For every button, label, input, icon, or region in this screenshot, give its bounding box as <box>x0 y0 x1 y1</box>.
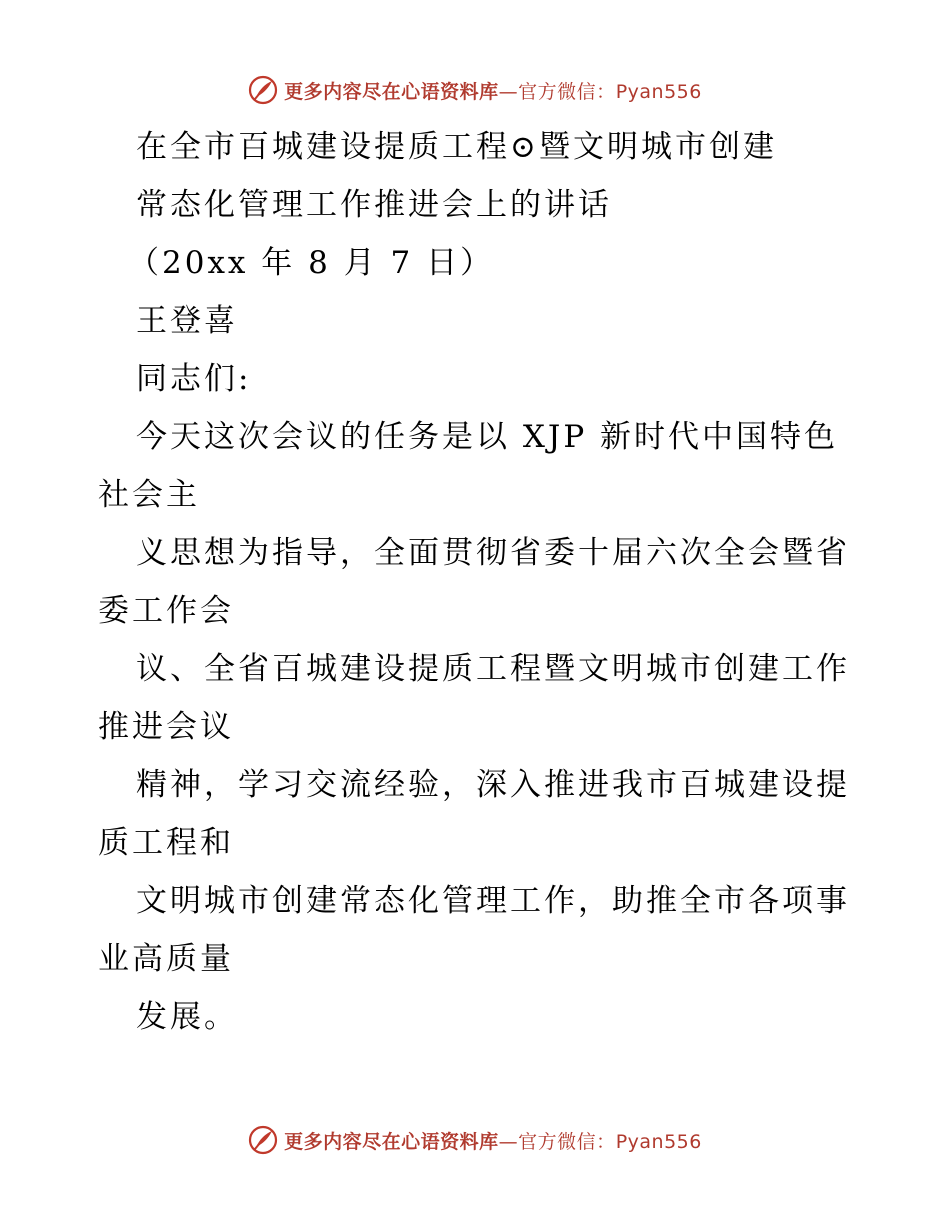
footer-banner <box>0 1122 950 1158</box>
salutation: 同志们: <box>136 361 252 397</box>
speech-paragraph <box>0 408 950 1046</box>
body-line: 精神，学习交流经验，深入推进我市百城建设提 <box>136 767 850 803</box>
banner-dash: — <box>498 1130 519 1153</box>
body-line: 质工程和 <box>98 825 234 861</box>
title-line-2: 常态化管理工作推进会上的讲话 <box>136 187 612 223</box>
banner-sub-text: 官方微信： <box>518 80 616 103</box>
banner-wechat-id: Pyan556 <box>615 80 702 103</box>
body-line: 义思想为指导，全面贯彻省委十届六次全会暨省 <box>136 535 850 571</box>
body-line: 文明城市创建常态化管理工作，助推全市各项事 <box>136 883 850 919</box>
title-line-1: 在全市百城建设提质工程⊙暨文明城市创建 <box>136 129 777 165</box>
banner-main-text: 更多内容尽在心语资料库 <box>284 80 499 103</box>
body-line: 发展。 <box>136 999 238 1035</box>
banner-text <box>284 1127 702 1154</box>
body-line: 委工作会 <box>98 593 234 629</box>
body-line: 今天这次会议的任务是以 XJP 新时代中国特色 <box>136 419 839 455</box>
speech-author: 王登喜 <box>136 303 238 339</box>
body-line: 推进会议 <box>98 709 234 745</box>
body-line: 业高质量 <box>98 941 234 977</box>
banner-main-text: 更多内容尽在心语资料库 <box>284 1130 499 1153</box>
document-body <box>0 118 950 1046</box>
body-line: 社会主 <box>98 477 200 513</box>
body-line: 议、全省百城建设提质工程暨文明城市创建工作 <box>136 651 850 687</box>
banner-wechat-id: Pyan556 <box>615 1130 702 1153</box>
banner-sub-text: 官方微信： <box>518 1130 616 1153</box>
banner-dash: — <box>498 80 519 103</box>
feather-pen-logo-icon <box>248 75 278 105</box>
feather-pen-logo-icon <box>248 1125 278 1155</box>
header-banner <box>0 72 950 108</box>
banner-text <box>284 77 702 104</box>
speech-date: （20xx 年 8 月 7 日） <box>128 245 495 281</box>
